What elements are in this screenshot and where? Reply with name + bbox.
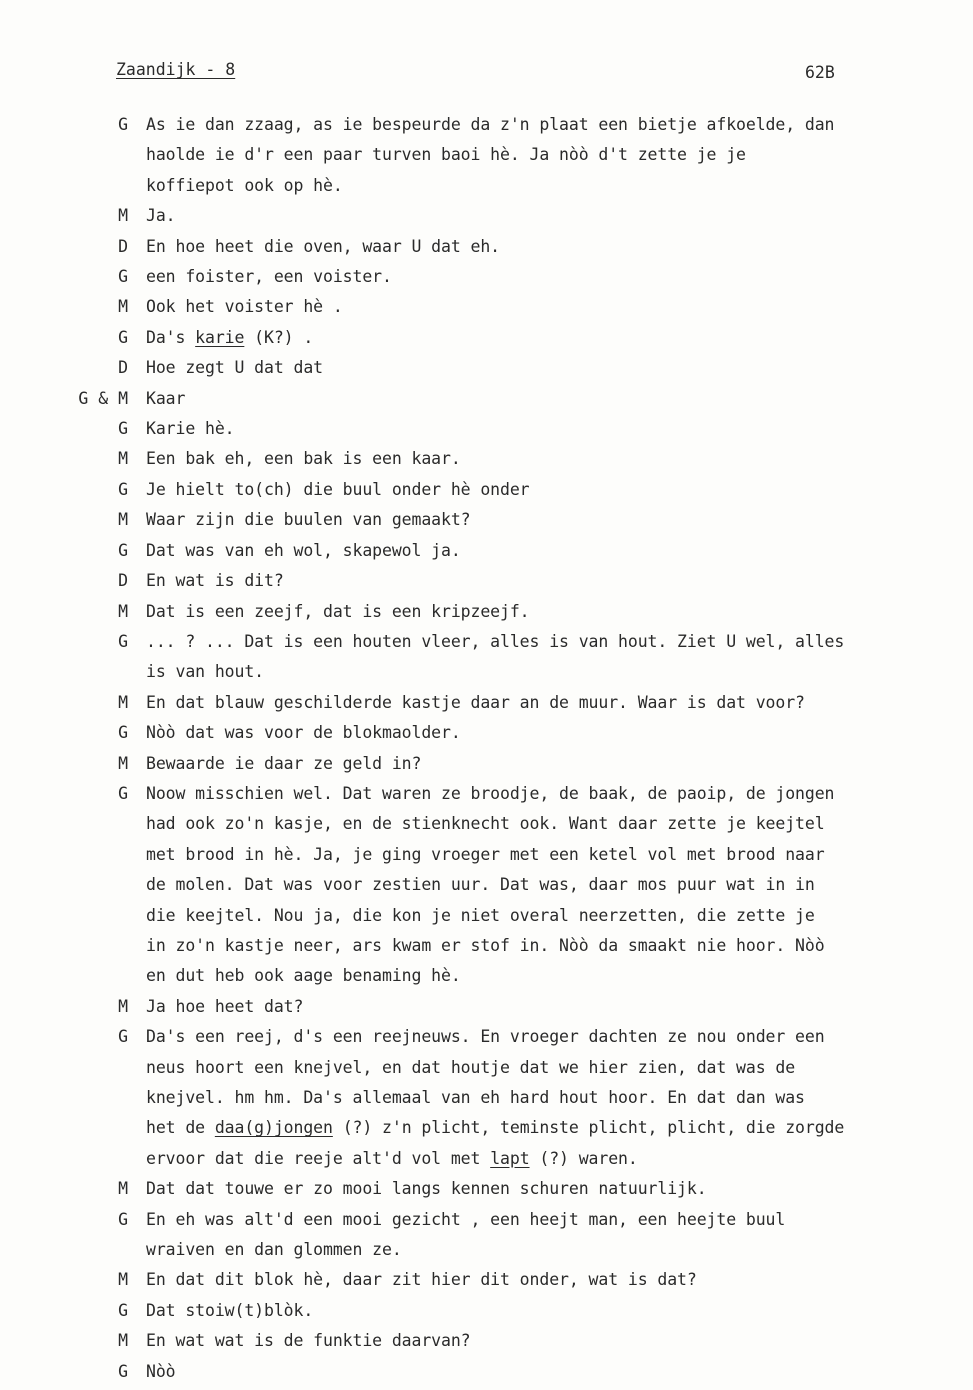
utterance-text: Noow misschien wel. Dat waren ze broodje, de baak, de paoip, de jongen had ook zo'n kasje, en de stienknecht ook. Want daar zette je keejtel met brood in hè. Ja, je ging vroeger met een ketel vol met brood naar de molen. Dat was voor zestien uur. Dat was, daar mos puur wat in in die keejtel. Nou ja, die kon je niet overal neerzetten, die zette je in zo'n kastje neer, ars kwam er stof in. Nòò da smaakt nie hoor. Nòò en dut heb ook aage benaming hè. — [146, 783, 835, 986]
speaker-label: G — [118, 1027, 128, 1047]
transcript-entry — [0, 1296, 973, 1326]
speaker-label: G — [118, 723, 128, 743]
speaker-label: M — [118, 206, 128, 226]
speaker-label: G — [118, 267, 128, 287]
underlined-term: lapt — [490, 1148, 530, 1168]
speaker-label: G — [118, 631, 128, 651]
speaker-label: G — [118, 115, 128, 134]
transcript-entry — [0, 505, 973, 535]
utterance-text: En wat is dit? — [146, 571, 284, 591]
transcript-entry — [0, 1357, 973, 1387]
utterance-text: Da's een reej, d's een reejneuws. En vroeger dachten ze nou onder een neus hoort een knejvel, en dat houtje dat we hier zien, dat was de knejvel. hm hm. Da's allemaal van eh hard hout hoor. En dat dan was — [146, 1027, 825, 1107]
transcript-entry — [0, 992, 973, 1022]
speaker-label: M — [118, 449, 128, 469]
transcript-entry — [0, 1174, 973, 1204]
transcript-entry — [0, 536, 973, 566]
speaker-label: G — [118, 479, 128, 499]
transcript-entry — [0, 475, 973, 505]
speaker-label: D — [118, 571, 128, 591]
transcript-entry — [0, 323, 973, 353]
transcript-entry — [0, 1205, 973, 1266]
transcript-entry — [0, 1022, 973, 1113]
transcript-entry — [0, 749, 973, 779]
transcript-entry — [0, 201, 973, 231]
transcript-entry — [0, 232, 973, 262]
page-header-title: Zaandijk - 8 — [116, 60, 236, 79]
utterance-fragment: het de — [146, 1118, 215, 1138]
utterance-text: Een bak eh, een bak is een kaar. — [146, 449, 461, 469]
transcript-entry — [0, 1113, 973, 1174]
utterance-text: Ja hoe heet dat? — [146, 996, 304, 1016]
utterance-text: Kaar — [146, 388, 186, 408]
transcript-body — [0, 110, 973, 1387]
transcript-entry — [0, 779, 973, 992]
speaker-label: M — [118, 1331, 128, 1351]
transcript-entry — [0, 1265, 973, 1295]
underlined-term: karie — [195, 327, 245, 347]
utterance-fragment: (?) waren. — [529, 1148, 638, 1168]
transcript-entry — [0, 110, 973, 201]
utterance-fragment: (K?) . — [244, 327, 314, 347]
utterance-text: En wat wat is de funktie daarvan? — [146, 1331, 471, 1351]
transcript-entry — [0, 597, 973, 627]
speaker-label: G — [118, 1300, 128, 1320]
speaker-label: M — [118, 996, 128, 1016]
speaker-label: G — [118, 540, 128, 560]
utterance-text: Nòò — [146, 1361, 176, 1381]
utterance-text: Dat was van eh wol, skapewol ja. — [146, 540, 461, 560]
utterance-text: Ja. — [146, 206, 176, 226]
utterance-text: En hoe heet die oven, waar U dat eh. — [146, 236, 501, 256]
utterance-text: Hoe zegt U dat dat — [146, 358, 324, 378]
speaker-label: D — [118, 358, 128, 378]
utterance-text: een foister, een voister. — [146, 267, 392, 287]
utterance-text — [146, 1113, 906, 1174]
speaker-label: M — [118, 1270, 128, 1290]
speaker-label: G — [118, 327, 128, 347]
transcript-entry — [0, 718, 973, 748]
utterance-text: En dat dit blok hè, daar zit hier dit onder, wat is dat? — [146, 1270, 697, 1290]
transcript-entry — [0, 688, 973, 718]
utterance-text: Dat is een zeejf, dat is een kripzeejf. — [146, 601, 530, 621]
utterance-text: ... ? ... Dat is een houten vleer, alles is van hout. Ziet U wel, alles is van hout. — [146, 631, 845, 682]
transcript-entry — [0, 262, 973, 292]
transcript-entry — [0, 444, 973, 474]
transcript-entry — [0, 384, 973, 414]
transcript-entry — [0, 292, 973, 322]
utterance-fragment: (?) z'n plicht, teminste plicht, plicht, die zorgde ervoor dat die reeje alt'd vol met — [146, 1118, 845, 1168]
transcript-entry — [0, 353, 973, 383]
speaker-label: G — [118, 1209, 128, 1229]
utterance-text: Je hielt to(ch) die buul onder hè onder — [146, 479, 530, 499]
speaker-label: M — [118, 510, 128, 530]
utterance-text — [146, 323, 906, 353]
transcript-entry — [0, 627, 973, 688]
underlined-term: daa(g)jongen — [214, 1118, 333, 1138]
speaker-label: M — [118, 1179, 128, 1199]
utterance-text: Bewaarde ie daar ze geld in? — [146, 753, 422, 773]
page-number: 62B — [805, 63, 835, 82]
utterance-text: En dat blauw geschilderde kastje daar an de muur. Waar is dat voor? — [146, 692, 805, 712]
transcript-entry — [0, 566, 973, 596]
utterance-text: Dat stoiw(t)blòk. — [146, 1300, 314, 1320]
utterance-text: Dat dat touwe er zo mooi langs kennen schuren natuurlijk. — [146, 1179, 707, 1199]
speaker-label: G — [118, 1361, 128, 1381]
speaker-label: M — [118, 601, 128, 621]
utterance-text: As ie dan zzaag, as ie bespeurde da z'n plaat een bietje afkoelde, dan haolde ie d'r een paar turven baoi hè. Ja nòò d't zette je je koffiepot ook op hè. — [146, 115, 835, 195]
utterance-text: Ook het voister hè . — [146, 297, 343, 317]
utterance-text: Waar zijn die buulen van gemaakt? — [146, 510, 471, 530]
speaker-label: G — [118, 419, 128, 439]
utterance-fragment: Da's — [146, 327, 196, 347]
transcript-entry — [0, 414, 973, 444]
utterance-text: Nòò dat was voor de blokmaolder. — [146, 723, 461, 743]
speaker-label: G & M — [78, 388, 128, 408]
speaker-label: M — [118, 753, 128, 773]
speaker-label: M — [118, 297, 128, 317]
utterance-text: Karie hè. — [146, 419, 235, 439]
speaker-label: D — [118, 236, 128, 256]
transcript-entry — [0, 1326, 973, 1356]
speaker-label: G — [118, 783, 128, 803]
speaker-label: M — [118, 692, 128, 712]
utterance-text: En eh was alt'd een mooi gezicht , een heejt man, een heejte buul wraiven en dan glommen ze. — [146, 1209, 786, 1260]
